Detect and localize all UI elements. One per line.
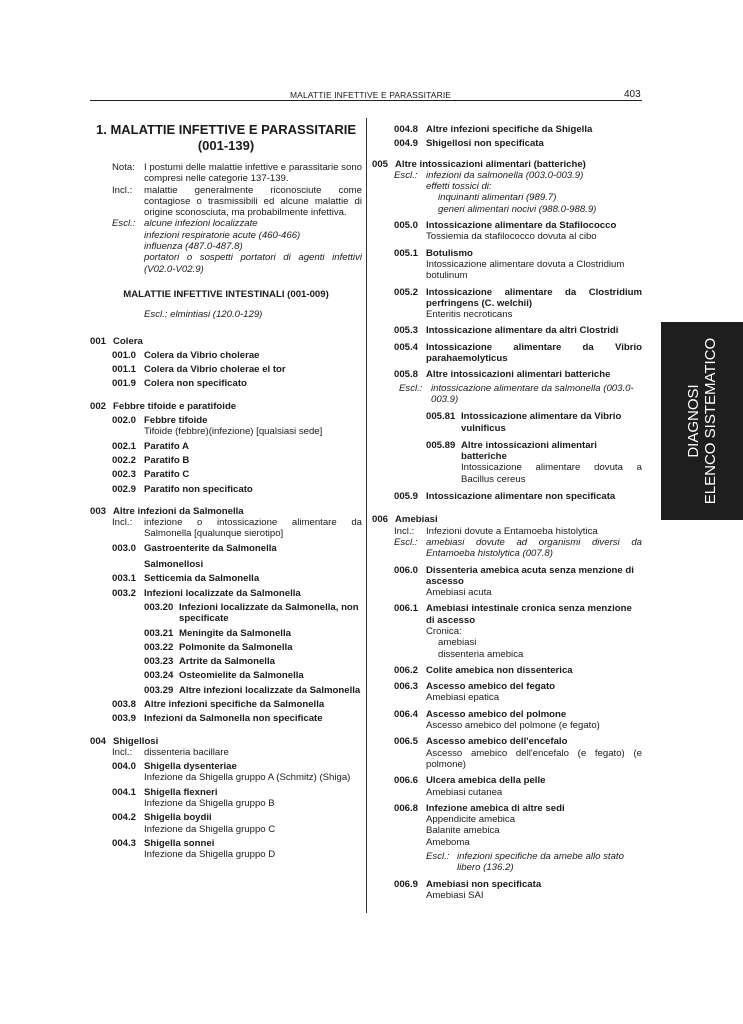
- code-006-3: 006.3 Ascesso amebico del fegato Amebiasi epatica: [394, 681, 556, 704]
- right-column: [372, 120, 642, 901]
- code-002-0: 002.0 Febbre tifoide Tifoide (febbre)(infezione) [qualsiasi sede]: [112, 415, 323, 438]
- code-004-9: 004.9 Shigellosi non specificata: [394, 138, 544, 150]
- category-004: 004 Shigellosi: [90, 735, 159, 747]
- code-005-8: 005.8 Altre intossicazioni alimentari batteriche: [394, 369, 611, 381]
- category-005: 005 Altre intossicazioni alimentari (batteriche): [372, 158, 586, 170]
- code-002-3: 002.3 Paratifo C: [112, 469, 190, 481]
- code-003-0: 003.0 Gastroenterite da Salmonella Salmonellosi: [112, 542, 277, 571]
- code-002-1: 002.1 Paratifo A: [112, 440, 189, 452]
- code-006-8-exclusion: Escl.: infezioni specifiche da amebe allo stato libero (136.2): [426, 851, 624, 874]
- code-005-4: 005.4 Intossicazione alimentare da Vibrio parahaemolyticus: [394, 341, 642, 365]
- header-rule: [90, 100, 642, 101]
- code-003-21: 003.21 Meningite da Salmonella: [144, 627, 291, 639]
- code-005-1: 005.1 Botulismo Intossicazione alimentare dovuta a Clostridium botulinum: [394, 247, 625, 282]
- code-003-29: 003.29 Altre infezioni localizzate da Salmonella: [144, 684, 361, 696]
- code-003-9: 003.9 Infezioni da Salmonella non specificate: [112, 713, 323, 725]
- code-006-9: 006.9 Amebiasi non specificata Amebiasi SAI: [394, 878, 542, 901]
- code-005-8-exclusion: Escl.: intossicazione alimentare da salmonella (003.0-003.9): [399, 382, 634, 405]
- code-005-81: 005.81 Intossicazione alimentare da Vibrio vulnificus: [426, 411, 622, 434]
- code-001-9: 001.9 Colera non specificato: [112, 378, 247, 390]
- section-thumb-tab: [661, 322, 743, 520]
- column-divider: [366, 118, 367, 913]
- code-006-1: 006.1 Amebiasi intestinale cronica senza menzione di ascesso Cronica: amebiasi dissenteria amebica: [394, 603, 632, 660]
- code-004-2: 004.2 Shigella boydii Infezione da Shigella gruppo C: [112, 812, 276, 835]
- code-004-3: 004.3 Shigella sonnei Infezione da Shigella gruppo D: [112, 837, 276, 861]
- thumb-tab-line1: DIAGNOSI: [685, 384, 702, 458]
- chapter-title: 1. MALATTIE INFETTIVE E PARASSITARIE (001-139): [95, 122, 356, 153]
- category-003: 003 Altre infezioni da Salmonella: [90, 505, 244, 517]
- running-header-title: MALATTIE INFETTIVE E PARASSITARIE: [290, 90, 452, 100]
- category-006-inclusion: Incl.: Infezioni dovute a Entamoeba histolytica: [394, 525, 598, 537]
- code-005-3: 005.3 Intossicazione alimentare da altri Clostridi: [394, 325, 619, 337]
- code-003-8: 003.8 Altre infezioni specifiche da Salmonella: [112, 698, 325, 710]
- code-003-22: 003.22 Polmonite da Salmonella: [144, 641, 293, 653]
- code-005-9: 005.9 Intossicazione alimentare non specificata: [394, 491, 616, 503]
- category-006-exclusion: Escl.: amebiasi dovute ad organismi diversi da Entamoeba histolytica (007.8): [394, 536, 642, 560]
- category-002: 002 Febbre tifoide e paratifoide: [90, 400, 237, 412]
- code-006-0: 006.0 Dissenteria amebica acuta senza menzione di ascesso Amebiasi acuta: [394, 564, 634, 599]
- category-004-inclusion: Incl.: dissenteria bacillare: [112, 746, 229, 758]
- code-002-2: 002.2 Paratifo B: [112, 454, 190, 466]
- thumb-tab-line2: ELENCO SISTEMATICO: [702, 337, 719, 505]
- code-002-9: 002.9 Paratifo non specificato: [112, 483, 253, 495]
- code-001-1: 001.1 Colera da Vibrio cholerae el tor: [112, 364, 286, 376]
- page-number: 403: [624, 89, 641, 100]
- category-003-inclusion: Incl.: infezione o intossicazione alimentare da Salmonella [qualunque sierotipo]: [112, 517, 362, 540]
- section-exclusion: Escl.: elmintiasi (120.0-129): [144, 309, 263, 321]
- code-006-4: 006.4 Ascesso amebico del polmone Ascesso amebico del polmone (e fegato): [394, 708, 600, 732]
- code-005-0: 005.0 Intossicazione alimentare da Stafilococco Tossiemia da stafilococco dovuta al cibo: [394, 220, 617, 243]
- code-006-2: 006.2 Colite amebica non dissenterica: [394, 664, 573, 676]
- code-003-24: 003.24 Osteomielite da Salmonella: [144, 670, 304, 682]
- category-001: 001 Colera: [90, 335, 143, 347]
- code-003-1: 003.1 Setticemia da Salmonella: [112, 573, 260, 585]
- code-005-2: 005.2 Intossicazione alimentare da Clostridium perfringens (C. welchii) Enteritis necroticans: [394, 286, 642, 321]
- chapter-exclusion: Escl.: alcune infezioni localizzate infezioni respiratorie acute (460-466) influenza (487.0-487.8) portatori o sospetti portatori di agenti infettivi (V02.0-V02.9): [112, 218, 362, 275]
- code-004-0: 004.0 Shigella dysenteriae Infezione da Shigella gruppo A (Schmitz) (Shiga): [112, 761, 351, 784]
- code-001-0: 001.0 Colera da Vibrio cholerae: [112, 349, 260, 361]
- code-003-20: 003.20 Infezioni localizzate da Salmonella, non specificate: [144, 601, 359, 625]
- chapter-inclusion: Incl.: malattie generalmente riconosciute come contagiose o trasmissibili ed alcune malattie di origine sconosciuta, ma probabilmente infettiva.: [112, 184, 362, 219]
- code-006-6: 006.6 Ulcera amebica della pelle Amebiasi cutanea: [394, 775, 546, 798]
- code-006-5: 006.5 Ascesso amebico dell'encefalo Ascesso amebico dell'encefalo (e fegato) (e polmone): [394, 736, 642, 770]
- category-005-exclusion: Escl.: infezioni da salmonella (003.0-003.9) effetti tossici di: inquinanti alimentari (989.7) generi alimentari nocivi (988.0-988.9): [394, 169, 597, 215]
- code-003-23: 003.23 Artrite da Salmonella: [144, 656, 275, 668]
- category-006: 006 Amebiasi: [372, 514, 438, 526]
- section-heading: MALATTIE INFETTIVE INTESTINALI (001-009): [123, 288, 329, 300]
- code-004-1: 004.1 Shigella flexneri Infezione da Shigella gruppo B: [112, 786, 275, 810]
- left-column: [90, 120, 362, 861]
- code-003-2: 003.2 Infezioni localizzate da Salmonella: [112, 587, 301, 599]
- code-006-8: 006.8 Infezione amebica di altre sedi Appendicite amebica Balanite amebica Ameboma: [394, 802, 565, 848]
- chapter-note: Nota: I postumi delle malattie infettive e parassitarie sono compresi nelle categorie 137-139.: [112, 162, 362, 185]
- code-004-8: 004.8 Altre infezioni specifiche da Shigella: [394, 124, 593, 135]
- code-005-89: 005.89 Altre intossicazioni alimentari batteriche Intossicazione alimentare dovuta a Bacillus cereus: [426, 439, 642, 485]
